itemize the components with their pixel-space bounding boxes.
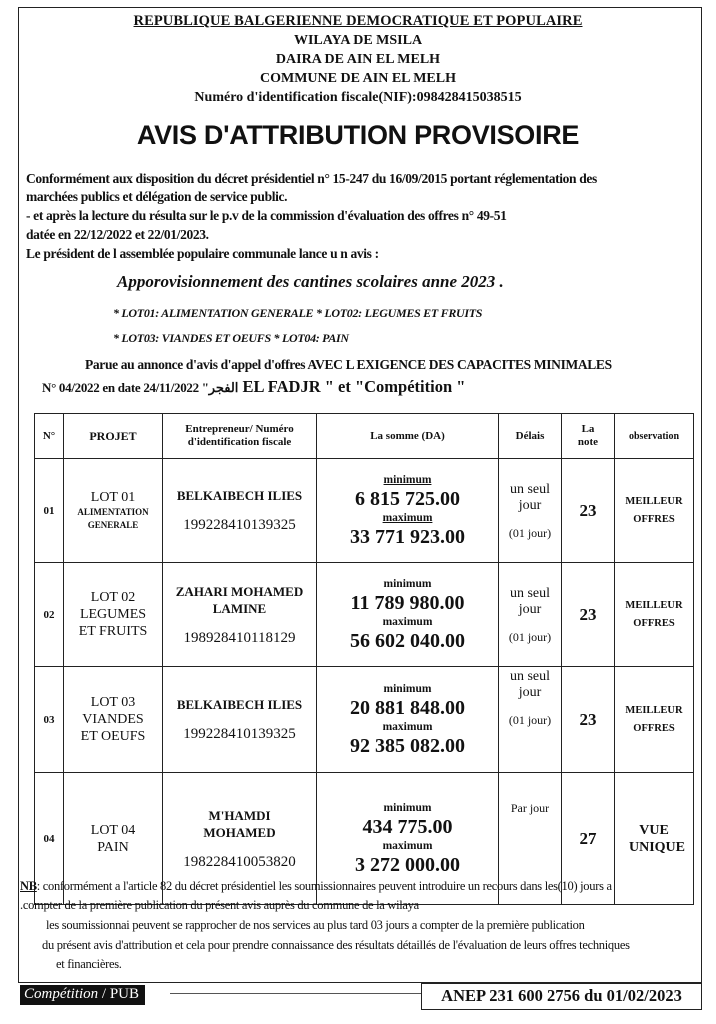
publication-line-2 (42, 377, 465, 397)
col-header-entrepreneur: Entrepreneur/ Numéro d'identification fiscale (163, 414, 317, 459)
daira-heading: DAIRA DE AIN EL MELH (275, 52, 441, 67)
nb-line-5: et financières. (56, 957, 122, 971)
nb-line-3: les soumissionnai peuvent se rapprocher de nos services au plus tard 03 jours a compter de la première publication (46, 918, 585, 932)
source-name: Compétition (24, 986, 99, 1002)
row-number: 01 (35, 459, 64, 563)
note-cell: 23 (562, 563, 615, 667)
nb-line-4: du présent avis d'attribution et cela pour prendre connaissance des résultats détaillés de l'évaluation de leurs offres techniques (42, 938, 630, 952)
delai-text: un seul jour (509, 585, 551, 617)
col-header-note: La note (562, 414, 615, 459)
max-value: 33 771 923.00 (350, 525, 465, 548)
lot-cell (64, 459, 163, 563)
lot-cell (64, 667, 163, 773)
intro-line-4: datée en 22/12/2022 et 22/01/2023. (26, 227, 209, 242)
min-label: minimum (383, 577, 432, 590)
intro-line-1: Conformément aux disposition du décret présidentiel n° 15-247 du 16/09/2015 portant réglementation des (26, 171, 597, 186)
lots-summary-line-1: * LOT01: ALIMENTATION GENERALE * LOT02: LEGUMES ET FRUITS (113, 306, 483, 320)
entrepreneur-nif: 199228410139325 (183, 726, 296, 742)
table-row (35, 563, 694, 667)
lot-desc: GENERALE (87, 520, 139, 530)
entrepreneur-name: BELKAIBECH ILIES (176, 488, 303, 503)
min-value: 11 789 980.00 (350, 591, 465, 614)
col-header-no: N° (35, 414, 64, 459)
commune-heading: COMMUNE DE AIN EL MELH (259, 71, 456, 86)
min-label: minimum (383, 682, 432, 695)
entrepreneur-cell (163, 459, 317, 563)
source-type: / PUB (98, 986, 140, 1002)
publication-ref: N° 04/2022 en date 24/11/2022 "الفجر (42, 380, 239, 395)
table-row (35, 459, 694, 563)
entrepreneur-name: M'HAMDI MOHAMED (203, 807, 276, 840)
max-label: maximum (382, 839, 433, 852)
amount-cell (317, 459, 499, 563)
table-row (35, 667, 694, 773)
delai-days: (01 jour) (508, 629, 552, 644)
project-title: Apporovisionnement des cantines scolaires anne 2023 . (117, 272, 504, 291)
entrepreneur-nif: 198228410053820 (183, 853, 296, 870)
anep-reference: ANEP 231 600 2756 du 01/02/2023 (421, 983, 702, 1010)
min-value: 434 775.00 (362, 815, 453, 838)
entrepreneur-name: BELKAIBECH ILIES (176, 697, 303, 712)
min-value: 6 815 725.00 (355, 487, 460, 510)
delai-days: (01 jour) (508, 713, 552, 727)
min-label: minimum (383, 801, 432, 814)
intro-line-3: - et après la lecture du résulta sur le p.v de la commission d'évaluation des offres n° 49-51 (26, 208, 507, 223)
max-label: maximum (382, 615, 433, 628)
lot-desc: PAIN (97, 839, 129, 855)
entrepreneur-nif: 198928410118129 (183, 629, 296, 646)
lot-label: LOT 01 (90, 490, 136, 505)
max-value: 92 385 082.00 (350, 734, 465, 757)
delai-text: un seul jour (509, 481, 551, 513)
source-badge (20, 985, 145, 1005)
lot-desc: ET FRUITS (78, 624, 148, 639)
nb-line-2: .compter de la première publication du présent avis auprès du commune de la wilaya (20, 898, 419, 912)
min-value: 20 881 848.00 (350, 696, 465, 719)
observation-cell: MEILLEUR OFFRES (615, 667, 694, 773)
note-cell: 23 (562, 667, 615, 773)
lot-desc: ALIMENTATION (77, 507, 149, 517)
delai-text: Par jour (510, 801, 550, 815)
note-cell: 27 (562, 773, 615, 905)
intro-line-2: marchées publics et délégation de service public. (26, 189, 288, 204)
entrepreneur-name: ZAHARI MOHAMED LAMINE (175, 583, 304, 616)
max-label: maximum (382, 720, 433, 733)
row-number: 02 (35, 563, 64, 667)
max-label: maximum (382, 511, 433, 524)
results-table (34, 413, 694, 905)
wilaya-heading: WILAYA DE MSILA (293, 33, 423, 48)
amount-cell (317, 667, 499, 773)
entrepreneur-nif: 199228410139325 (183, 517, 296, 533)
nb-line-1 (20, 879, 612, 894)
publication-line-1: Parue au annonce d'avis d'appel d'offres AVEC L EXIGENCE DES CAPACITES MINIMALES (85, 357, 612, 372)
lot-desc: ET OEUFS (80, 729, 146, 744)
delai-cell (499, 459, 562, 563)
observation-cell: MEILLEUR OFFRES (615, 563, 694, 667)
nb-tag: NB (20, 879, 37, 893)
table-header-row (35, 414, 694, 459)
note-cell: 23 (562, 459, 615, 563)
row-number: 03 (35, 667, 64, 773)
lot-cell (64, 563, 163, 667)
lot-label: LOT 03 (90, 695, 136, 710)
entrepreneur-cell (163, 563, 317, 667)
delai-text: un seul jour (509, 669, 551, 700)
lots-summary-line-2: * LOT03: VIANDES ET OEUFS * LOT04: PAIN (113, 331, 349, 345)
max-value: 56 602 040.00 (350, 629, 465, 652)
lot-desc: LEGUMES (79, 607, 147, 622)
min-label: minimum (383, 473, 432, 486)
delai-cell (499, 667, 562, 773)
max-value: 3 272 000.00 (355, 853, 460, 876)
nb-text: : conformément a l'article 82 du décret présidentiel les soumissionnaires peuvent introduire un recours dans les(10) jours a (36, 879, 612, 893)
intro-line-5: Le président de l assemblée populaire communale lance u n avis : (26, 246, 379, 261)
delai-days: (01 jour) (508, 525, 552, 540)
observation-cell: MEILLEUR OFFRES (615, 459, 694, 563)
col-header-delais: Délais (499, 414, 562, 459)
amount-cell (317, 563, 499, 667)
col-header-somme: La somme (DA) (317, 414, 499, 459)
col-header-projet: PROJET (64, 414, 163, 459)
lot-label: LOT 04 (90, 822, 136, 838)
page-title: AVIS D'ATTRIBUTION PROVISOIRE (136, 120, 580, 150)
footer-divider (170, 993, 422, 994)
republic-heading: REPUBLIQUE BALGERIENNE DEMOCRATIQUE ET POPULAIRE (133, 13, 583, 29)
row-number: 04 (35, 773, 64, 905)
publication-newspapers: EL FADJR " et "Compétition " (238, 377, 466, 396)
observation-cell: VUE UNIQUE (615, 773, 694, 905)
lot-desc: VIANDES (82, 712, 144, 727)
col-header-observation: observation (615, 414, 694, 459)
lot-label: LOT 02 (90, 590, 136, 605)
nif-heading: Numéro d'identification fiscale(NIF):098428415038515 (194, 90, 522, 105)
delai-cell (499, 563, 562, 667)
entrepreneur-cell (163, 667, 317, 773)
